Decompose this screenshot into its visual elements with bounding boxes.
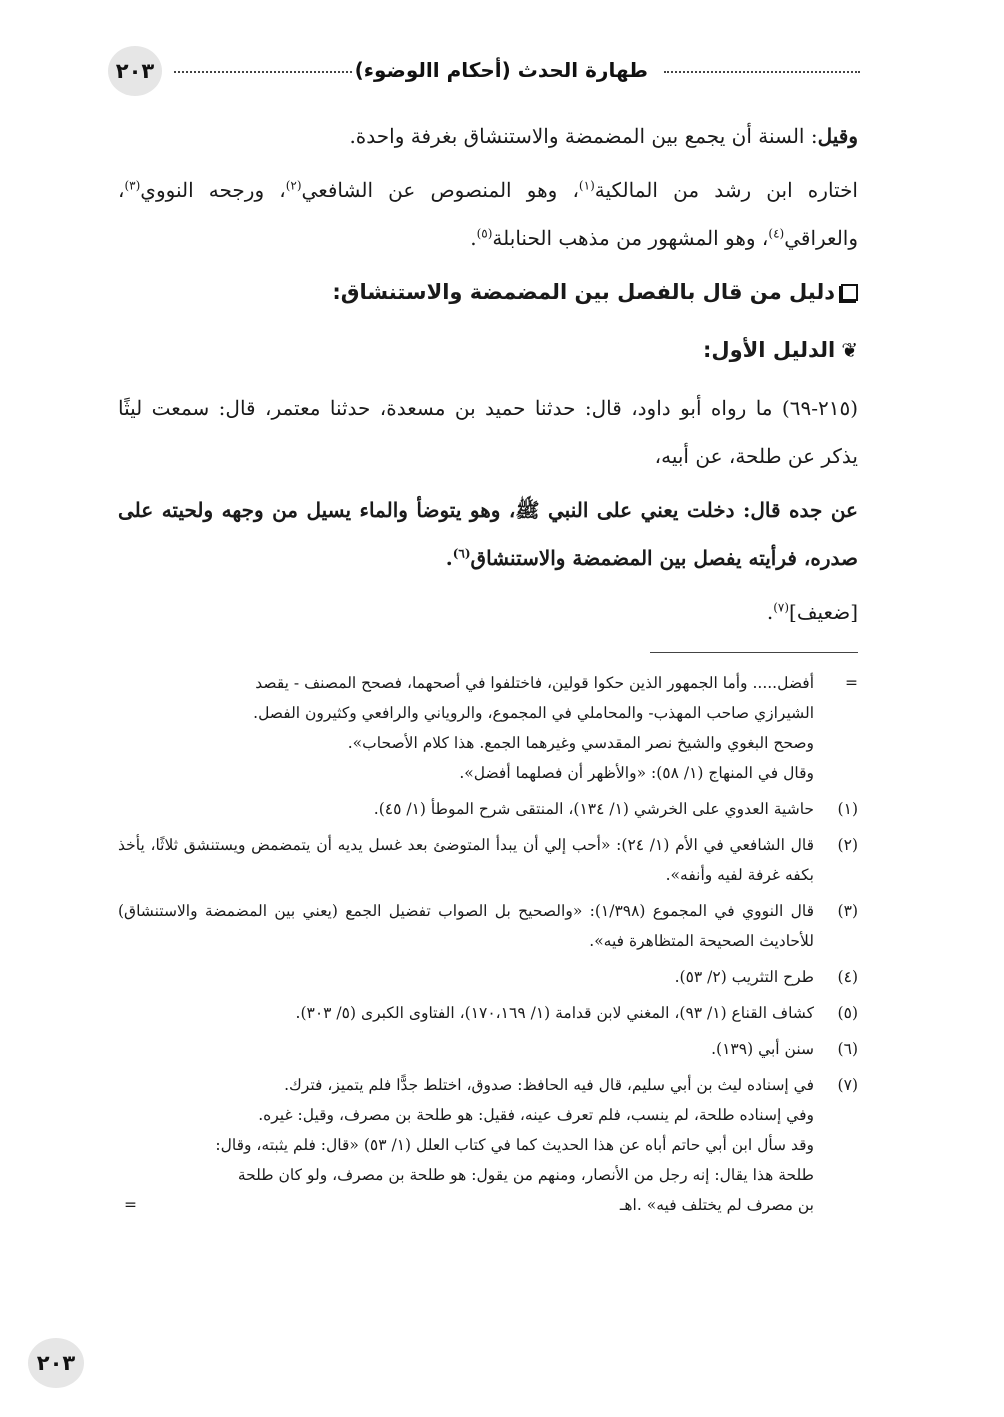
- paragraph-1: [118, 112, 858, 160]
- paragraph-2-part-a: اختاره ابن رشد من المالكية: [594, 178, 858, 202]
- footnote-1: [118, 794, 858, 824]
- footnotes-section: [118, 668, 858, 1226]
- footnote-line: أفضل..... وأما الجمهور الذين حكوا قولين، فاختلفوا في أصحهما، فصحح المصنف - يقصد: [255, 674, 814, 692]
- footnote-body: [118, 668, 814, 788]
- header-page-number: ٢٠٣: [108, 46, 162, 96]
- footnote-separator: [650, 652, 858, 653]
- paragraph-2-part-e: ، وهو المشهور من مذهب الحنابلة: [492, 226, 769, 250]
- footnote-ref-6[interactable]: (٦): [452, 546, 471, 561]
- footnote-mark: (٤): [837, 968, 858, 986]
- footnote-ref-5[interactable]: (٥): [476, 226, 493, 241]
- footnote-mark: (٣): [837, 902, 858, 920]
- paragraph-2-part-f: .: [470, 226, 477, 250]
- footnote-line: وقال في المنهاج (١/ ٥٨): «والأظهر أن فصلهما أفضل».: [459, 764, 814, 782]
- section-heading-first-evidence-text: الدليل الأول:: [703, 338, 836, 362]
- footnote-ref-3[interactable]: (٣): [124, 178, 141, 193]
- footnote-mark: (٧): [837, 1076, 858, 1094]
- paragraph-2: [118, 166, 858, 262]
- hadith-text-end: .: [445, 546, 453, 570]
- paragraph-1-text: : السنة أن يجمع بين المضمضة والاستنشاق بغرفة واحدة.: [349, 124, 818, 148]
- footnote-ref-1[interactable]: (١): [578, 178, 595, 193]
- header-dotted-rule-left: [174, 71, 352, 73]
- leaf-ornament-icon: ❦: [841, 338, 858, 362]
- footnote-ref-4[interactable]: (٤): [768, 226, 785, 241]
- footnote-continuation: [118, 668, 858, 788]
- footnote-continuation-mark: =: [124, 1196, 137, 1214]
- footnote-body: سنن أبي (١٣٩).: [711, 1040, 814, 1058]
- footnote-line: الشيرازي صاحب المهذب- والمحاملي في المجموع، والروياني والرافعي وكثيرون الفصل.: [253, 704, 814, 722]
- paragraph-hadith-chain: (٢١٥-٦٩) ما رواه أبو داود، قال: حدثنا حميد بن مسعدة، حدثنا معتمر، قال: سمعت ليثًا يذكر عن طلحة، عن أبيه،: [118, 396, 858, 468]
- grading-text: [ضعيف]: [789, 600, 858, 624]
- header-dotted-rule-right: [664, 71, 860, 73]
- footnote-line: وقد سأل ابن أبي حاتم أباه عن هذا الحديث كما في كتاب العلل (١/ ٥٣) «قال: فلم يثبته، وقال:: [215, 1136, 814, 1154]
- section-heading-first-evidence: [118, 326, 858, 374]
- footnote-line: بن مصرف لم يختلف فيه» .اهـ: [619, 1196, 814, 1214]
- footnote-ref-2[interactable]: (٢): [285, 178, 302, 193]
- footnote-line: طلحة هذا يقال: إنه رجل من الأنصار، ومنهم من يقول: هو طلحة بن مصرف، ولو كان طلحة: [237, 1166, 814, 1184]
- footnote-6: [118, 1034, 858, 1064]
- footnote-body: كشاف القناع (١/ ٩٣)، المغني لابن قدامة (١/ ١٧٠،١٦٩)، الفتاوى الكبرى (٥/ ٣٠٣).: [295, 1004, 814, 1022]
- footnote-4: [118, 962, 858, 992]
- footnote-mark: (١): [837, 800, 858, 818]
- main-text: [118, 112, 858, 642]
- footnote-body: حاشية العدوي على الخرشي (١/ ١٣٤)، المنتقى شرح الموطأ (١/ ٤٥).: [373, 800, 814, 818]
- paragraph-grading: [118, 588, 858, 636]
- section-heading-evidence-text: دليل من قال بالفصل بين المضمضة والاستنشاق:: [332, 280, 835, 304]
- footnote-3: [118, 896, 858, 956]
- footnote-mark: (٦): [837, 1040, 858, 1058]
- footnote-body: طرح التثريب (٢/ ٥٣).: [674, 968, 814, 986]
- paragraph-2-part-c: ، ورجحه النووي: [140, 178, 286, 202]
- grading-text-end: .: [766, 600, 774, 624]
- footnote-line: في إسناده ليث بن أبي سليم، قال فيه الحافظ: صدوق، اختلط جدًّا فلم يتميز، فترك.: [284, 1076, 814, 1094]
- footnote-mark: (٢): [837, 836, 858, 854]
- footnote-mark: =: [845, 674, 858, 692]
- checkbox-square-icon: [841, 284, 858, 301]
- running-title: طهارة الحدث (أحكام االوضوء): [354, 58, 648, 82]
- footnote-ref-7[interactable]: (٧): [773, 600, 790, 615]
- footer-page-number: ٢٠٣: [28, 1338, 84, 1388]
- paragraph-1-lead: وقيل: [817, 124, 858, 148]
- footnote-body: [118, 1070, 814, 1220]
- paragraph-2-part-d: ، والعراقي: [118, 178, 858, 250]
- section-heading-evidence: [118, 268, 858, 316]
- paragraph-hadith-text: [118, 486, 858, 582]
- footnote-5: [118, 998, 858, 1028]
- footnote-mark: (٥): [837, 1004, 858, 1022]
- paragraph-2-part-b: ، وهو المنصوص عن الشافعي: [301, 178, 579, 202]
- footnote-body: قال النووي في المجموع (١/٣٩٨): «والصحيح بل الصواب تفضيل الجمع (يعني بين المضمضة والاستنشاق) للأحاديث الصحيحة المتظاهرة فيه».: [118, 902, 814, 950]
- footnote-body: قال الشافعي في الأم (١/ ٢٤): «أحب إلي أن يبدأ المتوضئ بعد غسل يديه أن يتمضمض ويستنشق ثلاثًا، يأخذ بكفه غرفة لفيه وأنفه».: [118, 836, 814, 884]
- footnote-2: [118, 830, 858, 890]
- page-header: [108, 46, 860, 96]
- footnote-7: [118, 1070, 858, 1220]
- hadith-text: عن جده قال: دخلت يعني على النبي ﷺ، وهو يتوضأ والماء يسيل من وجهه ولحيته على صدره، فرأيته يفصل بين المضمضة والاستنشاق: [118, 498, 858, 570]
- footnote-line: وصحح البغوي والشيخ نصر المقدسي وغيرهما الجمع. هذا كلام الأصحاب».: [347, 734, 814, 752]
- footnote-line: وفي إسناده طلحة، لم ينسب، فلم تعرف عينه، فقيل: هو طلحة بن مصرف، وقيل: غيره.: [258, 1106, 814, 1124]
